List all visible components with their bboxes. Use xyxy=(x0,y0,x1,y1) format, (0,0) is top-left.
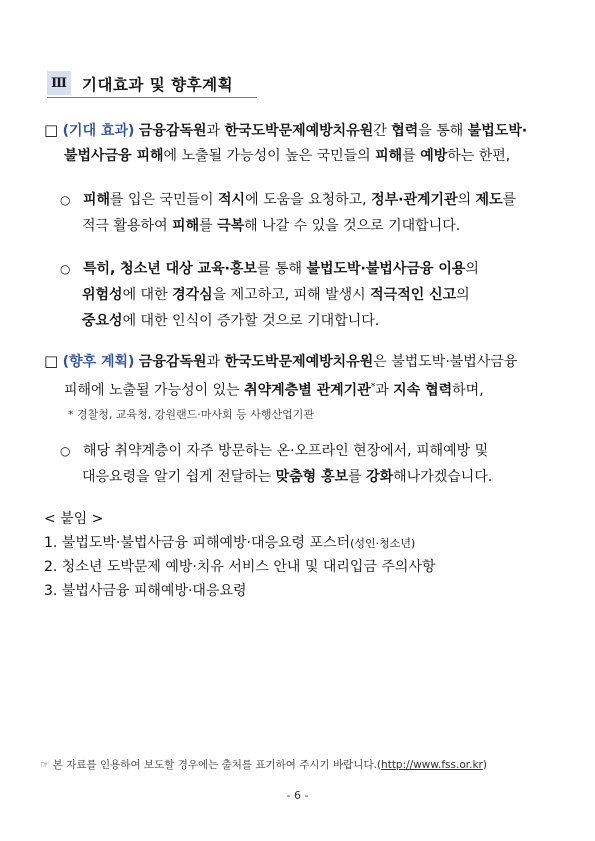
fss-website-link[interactable]: http://www.fss.or.kr xyxy=(381,759,483,771)
attachment-item: 1. 불법도박·불법사금융 피해예방·대응요령 포스터(성인·청소년) xyxy=(44,535,416,551)
victim-support-line-2: 적극 활용하여 피해를 극복해 나갈 수 있을 것으로 기대합니다. xyxy=(82,218,461,234)
attachments-heading: < 붙임 > xyxy=(44,511,104,527)
victim-support-line-1: ○ 피해를 입은 국민들이 적시에 도움을 요청하고, 정부·관계기관의 제도를 xyxy=(60,192,517,208)
future-plan-line-2: 피해에 노출될 가능성이 있는 취약계층별 관계기관*과 지속 협력하며, xyxy=(64,382,484,399)
section-title: 기대효과 및 향후계획 xyxy=(82,76,234,94)
page-number: - 6 - xyxy=(286,789,309,802)
section-number: Ⅲ xyxy=(51,75,67,91)
future-plan-line-1: □ (향후 계획) 금융감독원과 한국도박문제예방치유원은 불법도박·불법사금융 xyxy=(44,352,518,370)
footnote-vulnerable-agencies: * 경찰청, 교육청, 강원랜드·마사회 등 사행산업기관 xyxy=(68,408,314,421)
youth-education-line-1: ○ 특히, 청소년 대상 교육·홍보를 통해 불법도박·불법사금융 이용의 xyxy=(60,261,479,277)
section-underline xyxy=(47,97,257,98)
square-bullet-icon: □ xyxy=(44,352,59,370)
attachment-item: 3. 불법사금융 피해예방·대응요령 xyxy=(44,583,247,599)
expected-effect-line-1: □ (기대 효과) 금융감독원과 한국도박문제예방치유원간 협력을 통해 불법도박· xyxy=(44,121,528,139)
citation-notice: ☞ 본 자료를 인용하여 보도할 경우에는 출처를 표기하여 주시기 바랍니다.(http://www.fss.or.kr) xyxy=(40,759,487,771)
attachment-item: 2. 청소년 도박문제 예방·치유 서비스 안내 및 대리입금 주의사항 xyxy=(44,559,436,575)
youth-education-line-2: 위험성에 대한 경각심을 제고하고, 피해 발생시 적극적인 신고의 xyxy=(82,287,470,303)
expected-effect-tag: (기대 효과) xyxy=(62,123,135,139)
expected-effect-line-2: 불법사금융 피해에 노출될 가능성이 높은 국민들의 피해를 예방하는 한편, xyxy=(64,148,511,164)
youth-education-line-3: 중요성에 대한 인식이 증가할 것으로 기대합니다. xyxy=(82,313,380,329)
section-number-box xyxy=(47,71,71,95)
future-plan-tag: (향후 계획) xyxy=(62,354,135,370)
pointing-hand-icon: ☞ xyxy=(40,759,50,771)
custom-promotion-line-2: 대응요령을 알기 쉽게 전달하는 맞춤형 홍보를 강화해나가겠습니다. xyxy=(82,469,493,485)
circle-bullet-icon: ○ xyxy=(60,193,71,207)
circle-bullet-icon: ○ xyxy=(60,262,71,276)
circle-bullet-icon: ○ xyxy=(60,444,71,458)
square-bullet-icon: □ xyxy=(44,121,59,139)
custom-promotion-line-1: ○ 해당 취약계층이 자주 방문하는 온·오프라인 현장에서, 피해예방 및 xyxy=(60,443,489,459)
